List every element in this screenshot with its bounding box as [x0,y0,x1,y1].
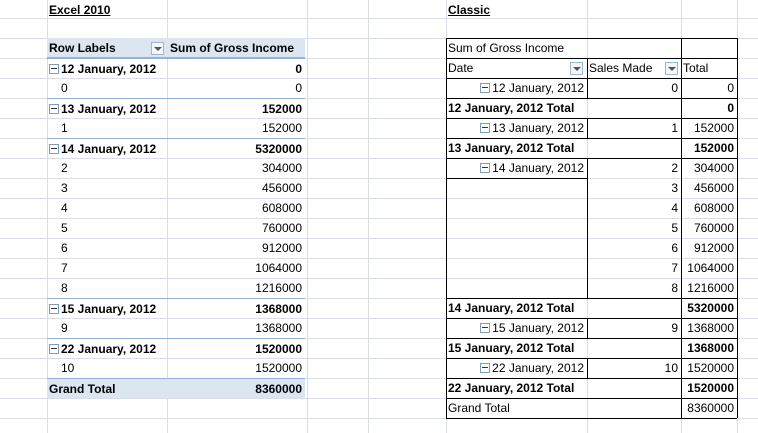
classic-subtotal-value: 152000 [693,141,734,155]
pivot-item-row-value: 912000 [261,241,302,255]
classic-total-cell: 1368000 [687,321,734,335]
table-border-line [681,38,682,418]
collapse-minus-icon[interactable] [480,363,490,373]
classic-sales-made-cell: 2 [671,161,678,175]
pivot-item-row-label[interactable] [47,278,167,298]
classic-date-text: 13 January, 2012 [492,121,584,135]
pivot-group-row-label[interactable] [47,338,167,358]
row-label-text: 8 [61,281,68,295]
pivot-item-row-label[interactable] [47,118,167,138]
classic-total-cell: 0 [727,81,734,95]
pivot-item-row-value: 152000 [261,121,302,135]
row-label-text: 9 [61,321,68,335]
pivot-item-row-label[interactable] [47,198,167,218]
classic-grand-total-value: 8360000 [687,401,734,415]
table-border-line [446,118,737,119]
pivot-item-row-label[interactable] [47,218,167,238]
table-border-line [587,58,588,78]
classic-date-cell[interactable] [446,358,587,378]
classic-date-header[interactable]: Date [448,61,474,75]
collapse-minus-icon[interactable] [49,344,59,354]
table-border-line [446,378,737,379]
pivot-item-row-value: 1520000 [255,361,302,375]
classic-sales-made-cell: 4 [671,201,678,215]
pivot-item-row-value: 1216000 [255,281,302,295]
row-label-text: 10 [61,361,75,375]
row-label-text: 3 [61,181,68,195]
classic-subtotal-label: 15 January, 2012 Total [448,341,575,355]
pivot-group-row-value: 0 [167,58,305,78]
collapse-minus-icon[interactable] [49,144,59,154]
collapse-minus-icon[interactable] [49,64,59,74]
pivot-group-row-value: 152000 [167,98,305,118]
classic-sales-made-cell: 10 [664,361,678,375]
pivot-item-row-value: 1064000 [255,261,302,275]
classic-total-cell: 912000 [693,241,734,255]
classic-total-cell: 760000 [693,221,734,235]
table-border-line [446,38,737,39]
classic-subtotal-value: 1368000 [687,341,734,355]
classic-subtotal-value: 5320000 [687,301,734,315]
row-labels-header[interactable] [47,38,167,58]
classic-sales-made-cell: 8 [671,281,678,295]
classic-title: Classic [448,3,491,17]
row-label-text: 5 [61,221,68,235]
classic-date-text: 22 January, 2012 [492,361,584,375]
grid-column-line [307,0,308,433]
table-border-line [587,118,588,138]
table-border-line [587,158,588,298]
pivot-group-row-value: 1368000 [167,298,305,318]
pivot-item-row-value: 608000 [261,201,302,215]
pivot-item-row-value: 760000 [261,221,302,235]
classic-sales-made-cell: 6 [671,241,678,255]
row-label-text: 22 January, 2012 [61,342,157,356]
classic-date-cell[interactable] [446,318,587,338]
pivot-item-row-value: 0 [295,81,302,95]
classic-total-cell: 1520000 [687,361,734,375]
excel2010-title: Excel 2010 [49,3,111,17]
table-border-line [446,418,737,419]
pivot-item-row-label[interactable] [47,258,167,278]
grid-column-line [368,0,369,433]
grand-total-label: Grand Total [47,378,167,398]
table-border-line [446,58,737,59]
classic-total-cell: 152000 [693,121,734,135]
classic-total-cell: 304000 [693,161,734,175]
table-border-line [446,298,737,299]
sum-gross-income-header[interactable]: Sum of Gross Income [167,38,305,58]
classic-sales-made-cell: 3 [671,181,678,195]
pivot-group-row-label[interactable] [47,298,167,318]
table-border-line [446,398,737,399]
collapse-minus-icon[interactable] [480,83,490,93]
classic-sales-made-cell: 1 [671,121,678,135]
pivot-item-row-label[interactable] [47,318,167,338]
collapse-minus-icon[interactable] [480,163,490,173]
classic-date-cell[interactable] [446,78,587,98]
classic-subtotal-label: 13 January, 2012 Total [448,141,575,155]
row-label-text: 1 [61,121,68,135]
row-label-text: 13 January, 2012 [61,102,157,116]
pivot-group-row-value: 5320000 [167,138,305,158]
classic-subtotal-label: 12 January, 2012 Total [448,101,575,115]
classic-grand-total-label: Grand Total [448,401,510,415]
row-label-text: 0 [61,81,68,95]
row-label-text: 7 [61,261,68,275]
table-border-line [446,318,737,319]
row-label-text: 4 [61,201,68,215]
classic-data-field-label[interactable]: Sum of Gross Income [448,41,565,55]
date-filter-dropdown-icon[interactable] [570,62,583,75]
collapse-minus-icon[interactable] [480,123,490,133]
pivot-item-row-label[interactable] [47,178,167,198]
row-labels-filter-dropdown-icon[interactable] [151,42,164,55]
pivot-group-row-label[interactable] [47,138,167,158]
classic-total-header[interactable]: Total [683,61,709,75]
table-border-line [446,158,737,159]
table-border-line [737,38,738,418]
table-border-line [446,138,737,139]
table-border-line [446,38,447,418]
classic-total-cell: 608000 [693,201,734,215]
classic-sales-made-cell: 5 [671,221,678,235]
classic-date-text: 14 January, 2012 [492,161,584,175]
pivot-item-row-label[interactable] [47,158,167,178]
row-labels-header-text: Row Labels [49,41,116,55]
pivot-group-row-label[interactable] [47,98,167,118]
classic-subtotal-value: 0 [727,101,734,115]
collapse-minus-icon[interactable] [49,104,59,114]
classic-date-cell[interactable] [446,158,587,178]
pivot-item-row-label[interactable] [47,358,167,378]
classic-total-cell: 1064000 [687,261,734,275]
pivot-item-row-value: 1368000 [255,321,302,335]
table-border-line [587,78,588,98]
row-label-text: 2 [61,161,68,175]
classic-sales-made-cell: 0 [671,81,678,95]
table-border-line [446,338,737,339]
classic-subtotal-label: 22 January, 2012 Total [448,381,575,395]
collapse-minus-icon[interactable] [480,323,490,333]
row-label-text: 6 [61,241,68,255]
pivot-item-row-label[interactable] [47,238,167,258]
classic-total-cell: 456000 [693,181,734,195]
row-label-text: 12 January, 2012 [61,62,157,76]
pivot-group-row-label[interactable] [47,58,167,78]
grand-total-value: 8360000 [167,378,305,398]
pivot-group-row-value: 1520000 [167,338,305,358]
classic-date-cell[interactable] [446,118,587,138]
row-label-text: 15 January, 2012 [61,302,157,316]
pivot-item-row-value: 304000 [261,161,302,175]
classic-sales-made-cell: 7 [671,261,678,275]
classic-subtotal-value: 1520000 [687,381,734,395]
table-border-line [446,78,737,79]
classic-date-text: 15 January, 2012 [492,321,584,335]
classic-sales-made-cell: 9 [671,321,678,335]
pivot-item-row-value: 456000 [261,181,302,195]
table-border-line [446,178,587,179]
classic-total-cell: 1216000 [687,281,734,295]
table-border-line [446,98,737,99]
table-border-line [587,358,588,378]
collapse-minus-icon[interactable] [49,304,59,314]
pivot-item-row-label[interactable] [47,78,167,98]
classic-date-text: 12 January, 2012 [492,81,584,95]
sales-made-filter-dropdown-icon[interactable] [665,62,678,75]
classic-sales-made-header[interactable]: Sales Made [589,61,653,75]
row-label-text: 14 January, 2012 [61,142,157,156]
table-border-line [587,318,588,338]
table-border-line [446,358,737,359]
classic-subtotal-label: 14 January, 2012 Total [448,301,575,315]
